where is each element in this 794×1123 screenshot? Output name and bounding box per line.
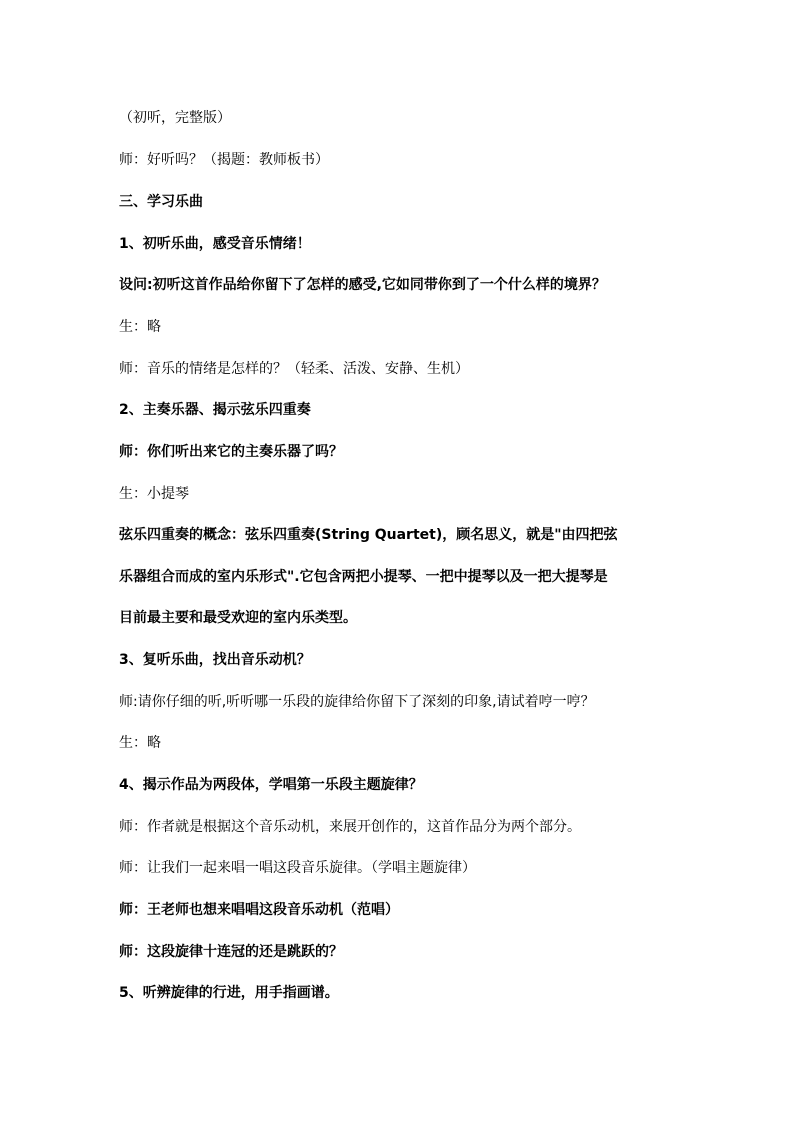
- paragraph-teacher-question: 师：好听吗？（揭题：教师板书）: [119, 152, 329, 168]
- section-heading: 三、学习乐曲: [119, 194, 203, 210]
- paragraph-teacher-mood: 师：音乐的情绪是怎样的？（轻柔、活泼、安静、生机）: [119, 361, 469, 377]
- paragraph-quartet-definition-1: 弦乐四重奏的概念：弦乐四重奏(String Quartet)，顾名思义，就是"由四把弦: [119, 527, 618, 543]
- step-heading-4: 4、揭示作品为两段体，学唱第一乐段主题旋律？: [119, 777, 423, 793]
- paragraph-student-reply: 生：略: [119, 319, 161, 335]
- paragraph-teacher-listen: 师:请你仔细的听,听听哪一乐段的旋律给你留下了深刻的印象,请试着哼一哼？: [119, 694, 595, 710]
- step-heading-3: 3、复听乐曲，找出音乐动机？: [119, 652, 311, 668]
- paragraph-teacher-motive: 师：作者就是根据这个音乐动机，来展开创作的，这首作品分为两个部分。: [119, 819, 581, 835]
- paragraph-student-reply-2: 生：略: [119, 735, 161, 751]
- paragraph-teacher-melody-question: 师：这段旋律十连冠的还是跳跃的？: [119, 944, 343, 960]
- step-heading-5: 5、听辨旋律的行进，用手指画谱。: [119, 985, 339, 1001]
- paragraph-quartet-definition-2: 乐器组合而成的室内乐形式".它包含两把小提琴、一把中提琴以及一把大提琴是: [119, 569, 608, 585]
- paragraph-quartet-definition-3: 目前最主要和最受欢迎的室内乐类型。: [119, 610, 357, 626]
- step-heading-2: 2、主奏乐器、揭示弦乐四重奏: [119, 402, 311, 418]
- paragraph-first-listen: （初听，完整版）: [119, 110, 231, 126]
- paragraph-teacher-instrument: 师：你们听出来它的主奏乐器了吗？: [119, 444, 343, 460]
- step-heading-1: 1、初听乐曲，感受音乐情绪！: [119, 236, 311, 252]
- paragraph-teacher-demo: 师：王老师也想来唱唱这段音乐动机（范唱）: [119, 902, 399, 918]
- paragraph-teacher-sing: 师：让我们一起来唱一唱这段音乐旋律。（学唱主题旋律）: [119, 860, 476, 876]
- paragraph-question-setup: 设问:初听这首作品给你留下了怎样的感受,它如同带你到了一个什么样的境界？: [119, 277, 606, 293]
- paragraph-student-violin: 生：小提琴: [119, 486, 189, 502]
